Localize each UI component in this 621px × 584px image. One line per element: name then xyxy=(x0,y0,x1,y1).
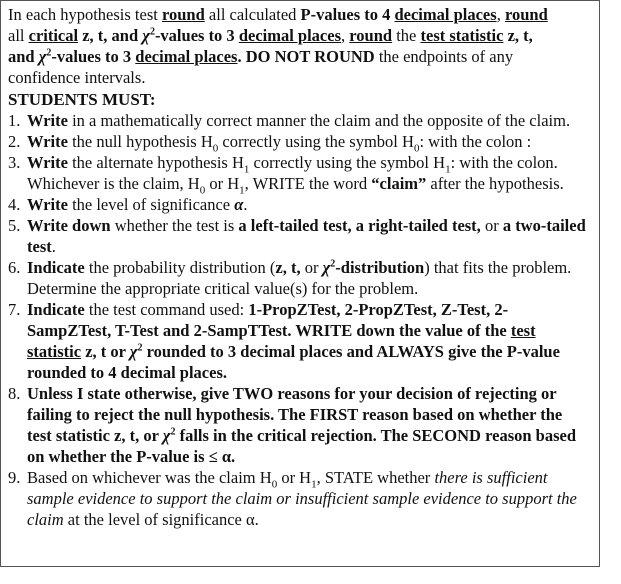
chi-symbol: χ xyxy=(162,426,171,445)
item-text: z, t, xyxy=(275,258,305,277)
chi-symbol: χ xyxy=(322,258,331,277)
item-text: whether the test is xyxy=(110,216,239,235)
item-text: at the level of significance α. xyxy=(63,510,259,529)
item-number: 5. xyxy=(8,216,21,235)
item-text: . xyxy=(51,237,56,256)
item-text: correctly using the symbol H xyxy=(249,153,446,172)
intro-text: -values to 3 xyxy=(51,47,136,66)
superscript: 2 xyxy=(137,342,143,354)
intro-text: decimal places xyxy=(135,47,238,66)
intro-text: the endpoints of any xyxy=(374,47,514,66)
instruction-list xyxy=(8,110,591,530)
item-text: or xyxy=(304,258,323,277)
item-text: the test command used: xyxy=(84,300,249,319)
item-text: Write xyxy=(27,132,68,151)
intro-text: test statistic xyxy=(420,26,504,45)
list-item xyxy=(8,467,591,530)
intro-text: the xyxy=(392,26,421,45)
subscript: 1 xyxy=(311,478,317,491)
subscript: 0 xyxy=(271,478,278,491)
intro-text: , xyxy=(496,5,505,24)
alpha-symbol: α xyxy=(234,195,244,214)
subscript: 0 xyxy=(212,142,219,155)
item-text: correctly using the symbol H xyxy=(218,132,414,151)
intro-text: P-values to 4 xyxy=(300,5,395,24)
intro-text: . DO NOT ROUND xyxy=(237,47,375,66)
item-text: rounded to 3 decimal places and ALWAYS give the P-value rounded to 4 decimal places. xyxy=(27,342,560,382)
subscript: 1 xyxy=(243,163,250,176)
section-heading: STUDENTS MUST: xyxy=(8,90,156,109)
item-text: ) that fits the problem. Determine the appropriate critical value(s) for the problem. xyxy=(27,258,572,298)
list-item xyxy=(8,257,591,299)
item-text: a two-tailed test xyxy=(27,216,586,256)
subscript: 0 xyxy=(413,142,420,155)
intro-text: critical xyxy=(28,26,79,45)
item-number: 3. xyxy=(8,153,21,172)
intro-paragraph xyxy=(8,4,591,88)
list-item xyxy=(8,110,591,131)
item-text: or H xyxy=(205,174,240,193)
item-number: 2. xyxy=(8,132,21,151)
superscript: 2 xyxy=(170,426,176,438)
item-text: Unless I state otherwise, give TWO reasons for your decision of rejecting or failing to reject the null hypothesis. The FIRST reason based on whether the test statistic z, t, or xyxy=(27,384,563,445)
intro-text: In each hypothesis test xyxy=(8,5,162,24)
intro-text: round xyxy=(504,5,548,24)
list-item xyxy=(8,299,591,383)
item-number: 8. xyxy=(8,384,21,403)
item-text: -distribution xyxy=(335,258,425,277)
item-number: 7. xyxy=(8,300,21,319)
item-text: Write xyxy=(27,153,68,172)
item-text: after the hypothesis. xyxy=(426,174,564,193)
intro-text: z, t, xyxy=(503,26,533,45)
list-item xyxy=(8,152,591,197)
intro-text: -values to 3 xyxy=(154,26,239,45)
item-number: 9. xyxy=(8,468,21,487)
item-number: 4. xyxy=(8,195,21,214)
item-text: “claim” xyxy=(371,174,427,193)
list-item xyxy=(8,194,591,215)
intro-text: confidence intervals. xyxy=(8,68,146,87)
item-text: Write down xyxy=(27,216,111,235)
item-text: in a mathematically correct manner the claim and the opposite of the claim. xyxy=(67,111,571,130)
item-text: there is sufficient sample evidence to support the claim or insufficient sample evidence to support the claim xyxy=(27,468,577,529)
item-text: Write xyxy=(27,111,68,130)
item-text: Indicate xyxy=(27,258,85,277)
item-text: : with the colon : xyxy=(419,132,532,151)
intro-text: round xyxy=(349,26,393,45)
list-item xyxy=(8,383,591,467)
item-text: . xyxy=(243,195,248,214)
intro-text: decimal places xyxy=(238,26,342,45)
superscript: 2 xyxy=(46,47,52,59)
list-item xyxy=(8,131,591,155)
intro-text: all xyxy=(8,26,29,45)
item-text: falls in the critical rejection. The SECOND reason based on whether the P-value is ≤ α. xyxy=(27,426,577,466)
item-text: Based on whichever was the claim H xyxy=(27,468,272,487)
superscript: 2 xyxy=(149,26,155,38)
item-text: the null hypothesis H xyxy=(67,132,213,151)
chi-symbol: χ xyxy=(142,26,150,45)
item-text: , WRITE the word xyxy=(244,174,372,193)
item-text: the probability distribution ( xyxy=(84,258,276,277)
intro-text: and xyxy=(8,47,39,66)
item-text: z, t or xyxy=(81,342,130,361)
item-text: Indicate xyxy=(27,300,85,319)
subscript: 0 xyxy=(199,184,206,197)
subscript: 1 xyxy=(445,163,451,176)
intro-text: , xyxy=(341,26,350,45)
subscript: 1 xyxy=(239,184,245,197)
item-text: : with the colon. Whichever is the claim, H xyxy=(27,153,558,193)
list-item xyxy=(8,215,591,257)
item-text: test statistic xyxy=(27,321,536,361)
item-text: Write xyxy=(27,195,68,214)
intro-text: decimal places xyxy=(394,5,497,24)
item-text: , STATE whether xyxy=(316,468,435,487)
item-text: 1-PropZTest, 2-PropZTest, Z-Test, 2-SampZTest, T-Test and 2-SampTTest. WRITE down the value of the xyxy=(27,300,511,340)
superscript: 2 xyxy=(330,258,336,270)
intro-text: all calculated xyxy=(204,5,301,24)
item-text: or xyxy=(480,216,503,235)
item-text: the level of significance xyxy=(67,195,235,214)
item-text: a left-tailed test, a right-tailed test, xyxy=(238,216,481,235)
item-number: 1. xyxy=(8,111,21,130)
item-text: or H xyxy=(277,468,312,487)
item-text: the alternate hypothesis H xyxy=(67,153,244,172)
chi-symbol: χ xyxy=(129,342,138,361)
intro-text: round xyxy=(161,5,205,24)
item-number: 6. xyxy=(8,258,21,277)
chi-symbol: χ xyxy=(38,47,47,66)
intro-text: z, t, and xyxy=(78,26,143,45)
